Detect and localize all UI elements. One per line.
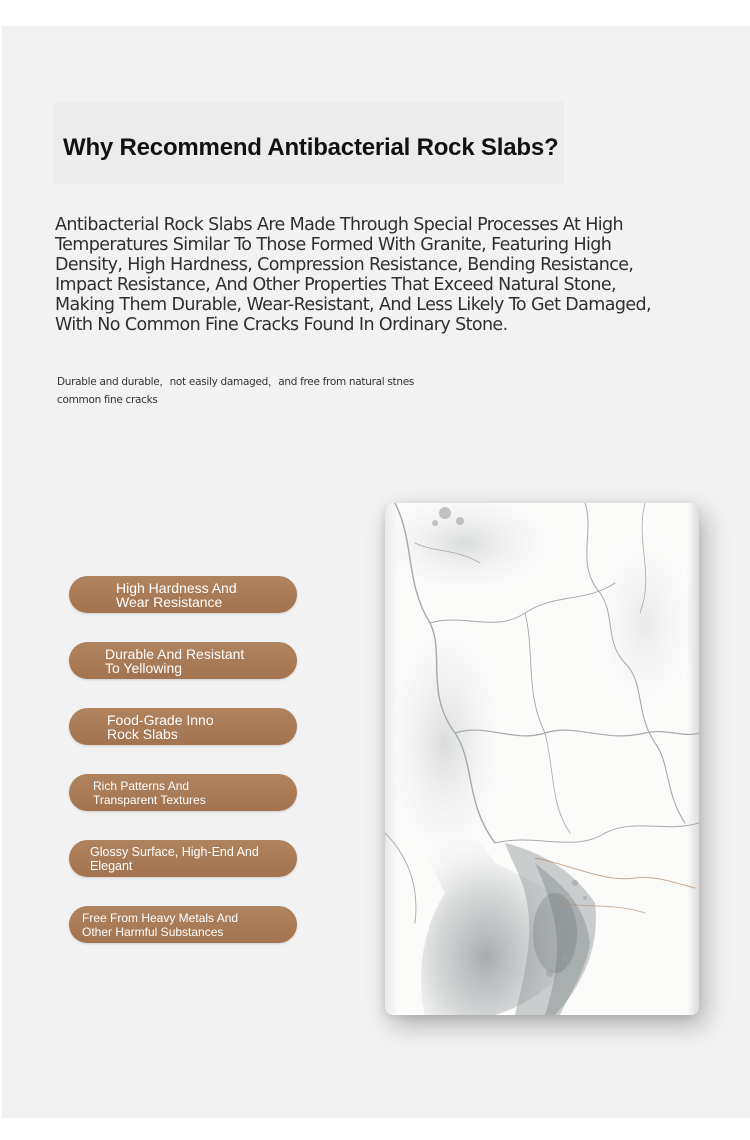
caption-line-1: Durable and durable，not easily damaged，and free from natural stnes	[57, 376, 415, 388]
feature-label: Durable And Resistant To Yellowing	[105, 645, 245, 676]
feature-label: Rich Patterns And Transparent Textures	[93, 778, 206, 807]
description-paragraph: Antibacterial Rock Slabs Are Made Through Special Processes At High Temperatures Similar To Those Formed With Granite, Featuring High Density, High Hardness, Compression Resistance, Bending Resistance, Impact Resistance, And Other Properties That Exceed Natural Stone, Making Them Durable, Wear-Resistant, And Less Likely To Get Damaged, With No Common Fine Cracks Found In Ordinary Stone.	[55, 215, 652, 335]
feature-badge-patterns	[69, 774, 297, 811]
caption-line-2: common fine cracks	[57, 394, 158, 406]
marble-slab-image	[385, 503, 699, 1015]
feature-badge-yellowing	[69, 642, 297, 679]
feature-label: Food-Grade Inno Rock Slabs	[107, 711, 214, 742]
marble-texture	[385, 503, 699, 1015]
feature-label: Glossy Surface, High-End And Elegant	[90, 844, 259, 873]
feature-badge-hardness	[69, 576, 297, 613]
feature-label: High Hardness And Wear Resistance	[116, 579, 237, 610]
feature-label: Free From Heavy Metals And Other Harmful Substances	[82, 910, 239, 939]
feature-badge-heavy-metals	[69, 906, 297, 943]
feature-badge-food-grade	[69, 708, 297, 745]
caption	[57, 373, 437, 409]
page-title: Why Recommend Antibacterial Rock Slabs?	[63, 134, 559, 161]
feature-badge-glossy	[69, 840, 297, 877]
